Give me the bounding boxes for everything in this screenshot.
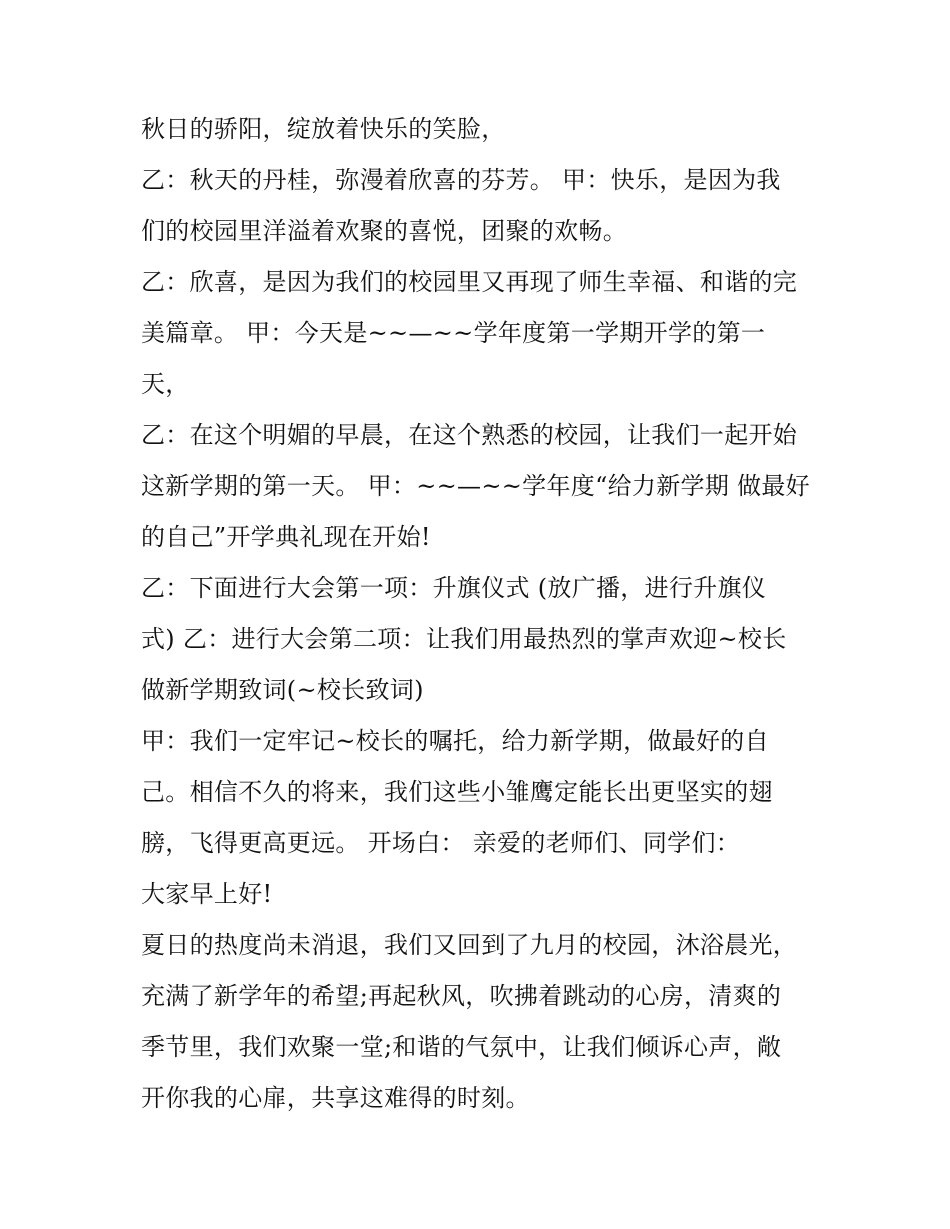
text-line-19: 季节里，我们欢聚一堂;和谐的气氛中，让我们倾诉心声，敞: [141, 1033, 782, 1061]
text-line-14: 己。相信不久的将来，我们这些小雏鹰定能长出更坚实的翅: [141, 778, 773, 806]
text-line-16: 大家早上好!: [141, 880, 273, 908]
text-line-9: 的自己”开学典礼现在开始!: [141, 523, 431, 551]
text-line-1: 秋日的骄阳，绽放着快乐的笑脸，: [141, 115, 506, 143]
text-line-12: 做新学期致词(~校长致词): [141, 676, 424, 704]
text-line-13: 甲：我们一定牢记~校长的嘱托，给力新学期，做最好的自: [141, 727, 769, 755]
text-line-10: 乙：下面进行大会第一项：升旗仪式 (放广播，进行升旗仪: [141, 574, 767, 602]
text-line-3: 们的校园里洋溢着欢聚的喜悦，团聚的欢畅。: [141, 217, 627, 245]
text-line-11: 式) 乙：进行大会第二项：让我们用最热烈的掌声欢迎~校长: [141, 625, 787, 653]
document-body: [141, 104, 831, 1124]
text-line-5: 美篇章。 甲：今天是~~—~~学年度第一学期开学的第一: [141, 319, 766, 347]
text-line-8: 这新学期的第一天。 甲：~~—~~学年度“给力新学期 做最好: [141, 472, 810, 500]
text-line-2: 乙：秋天的丹桂，弥漫着欣喜的芬芳。 甲：快乐，是因为我: [141, 166, 781, 194]
text-line-20: 开你我的心扉，共享这难得的时刻。: [141, 1084, 530, 1112]
text-line-6: 天，: [141, 370, 190, 398]
text-line-18: 充满了新学年的希望;再起秋风，吹拂着跳动的心房，清爽的: [141, 982, 782, 1010]
text-line-4: 乙：欣喜，是因为我们的校园里又再现了师生幸福、和谐的完: [141, 268, 798, 296]
text-line-7: 乙：在这个明媚的早晨，在这个熟悉的校园，让我们一起开始: [141, 421, 798, 449]
text-line-15: 膀，飞得更高更远。 开场白： 亲爱的老师们、同学们：: [141, 829, 741, 857]
text-line-17: 夏日的热度尚未消退，我们又回到了九月的校园，沐浴晨光，: [141, 931, 798, 959]
